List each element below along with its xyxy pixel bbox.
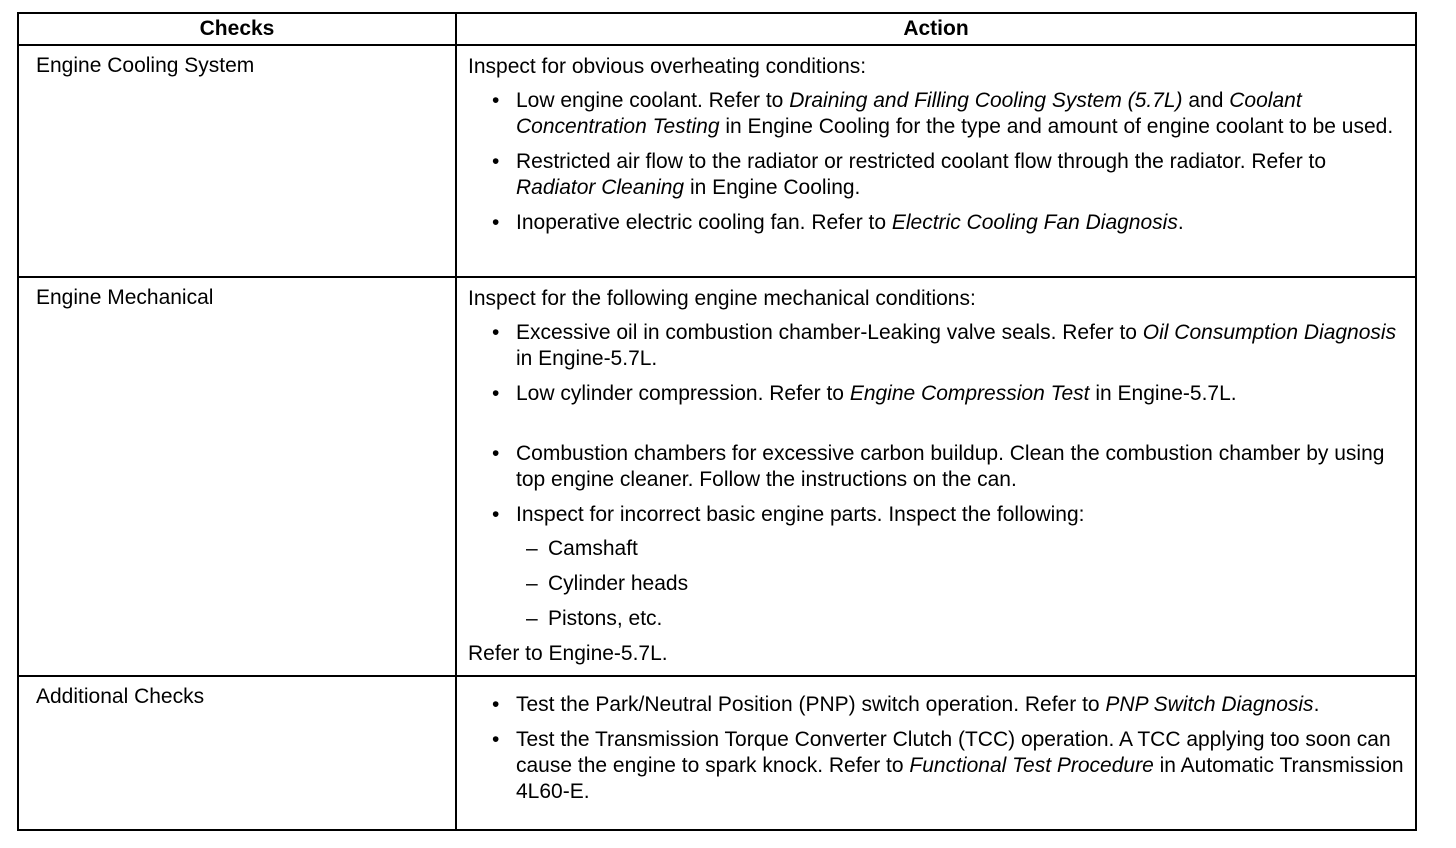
checks-table	[17, 12, 1417, 831]
action-intro: Inspect for obvious overheating conditions:	[468, 55, 867, 78]
reference-link: Engine Compression Test	[849, 382, 1090, 405]
bullet-item: • Low cylinder compression. Refer to Engine Compression Test in Engine-5.7L.	[490, 381, 1407, 407]
reference-link: Draining and Filling Cooling System (5.7L)	[789, 89, 1183, 112]
table-row	[18, 45, 1416, 277]
table-row	[18, 277, 1416, 676]
bullet-item: • Excessive oil in combustion chamber-Leaking valve seals. Refer to Oil Consumption Diagnosis in Engine-5.7L.	[490, 320, 1407, 372]
action-content	[457, 278, 1415, 675]
sub-list-item: – Pistons, etc.	[526, 606, 1407, 632]
check-cell	[18, 45, 456, 277]
reference-link: Oil Consumption Diagnosis	[1142, 321, 1397, 344]
action-cell	[456, 676, 1416, 830]
reference-link: Radiator Cleaning	[516, 176, 685, 199]
check-cell	[18, 676, 456, 830]
sub-list	[516, 536, 1407, 632]
check-label: Additional Checks	[36, 685, 205, 708]
sub-list-item: – Cylinder heads	[526, 571, 1407, 597]
table-row	[18, 676, 1416, 830]
bullet-item: • Test the Park/Neutral Position (PNP) switch operation. Refer to PNP Switch Diagnosis.	[490, 692, 1407, 718]
action-content	[457, 677, 1415, 822]
header-checks: Checks	[18, 13, 456, 45]
check-label: Engine Cooling System	[36, 54, 255, 77]
reference-link: PNP Switch Diagnosis	[1105, 693, 1314, 716]
action-outro: Refer to Engine-5.7L.	[468, 642, 668, 665]
bullet-item: • Restricted air flow to the radiator or restricted coolant flow through the radiator. Refer to Radiator Cleaning in Engine Cooling.	[490, 149, 1407, 201]
bullet-list	[468, 88, 1407, 236]
bullet-item: • Combustion chambers for excessive carbon buildup. Clean the combustion chamber by using top engine cleaner. Follow the instructions on the can.	[490, 441, 1407, 493]
reference-link: Functional Test Procedure	[909, 754, 1154, 777]
action-cell	[456, 277, 1416, 676]
reference-link: Coolant Concentration Testing	[516, 89, 1302, 138]
bullet-list	[468, 692, 1407, 805]
bullet-item: • Inoperative electric cooling fan. Refer to Electric Cooling Fan Diagnosis.	[490, 210, 1407, 236]
action-intro: Inspect for the following engine mechanical conditions:	[468, 287, 976, 310]
action-cell	[456, 45, 1416, 277]
bullet-item: • Inspect for incorrect basic engine parts. Inspect the following: – Camshaft – Cylinder heads – Pistons, etc.	[490, 502, 1407, 632]
action-content	[457, 46, 1415, 253]
check-cell	[18, 277, 456, 676]
bullet-list	[468, 320, 1407, 632]
sub-list-item: – Camshaft	[526, 536, 1407, 562]
bullet-item: • Test the Transmission Torque Converter Clutch (TCC) operation. A TCC applying too soon can cause the engine to spark knock. Refer to Functional Test Procedure in Automatic Transmission 4L60-E.	[490, 727, 1407, 805]
header-action: Action	[456, 13, 1416, 45]
reference-link: Electric Cooling Fan Diagnosis	[891, 211, 1178, 234]
bullet-item: • Low engine coolant. Refer to Draining and Filling Cooling System (5.7L) and Coolant Concentration Testing in Engine Cooling for the type and amount of engine coolant to be used.	[490, 88, 1407, 140]
table-header-row	[18, 13, 1416, 45]
check-label: Engine Mechanical	[36, 286, 214, 309]
